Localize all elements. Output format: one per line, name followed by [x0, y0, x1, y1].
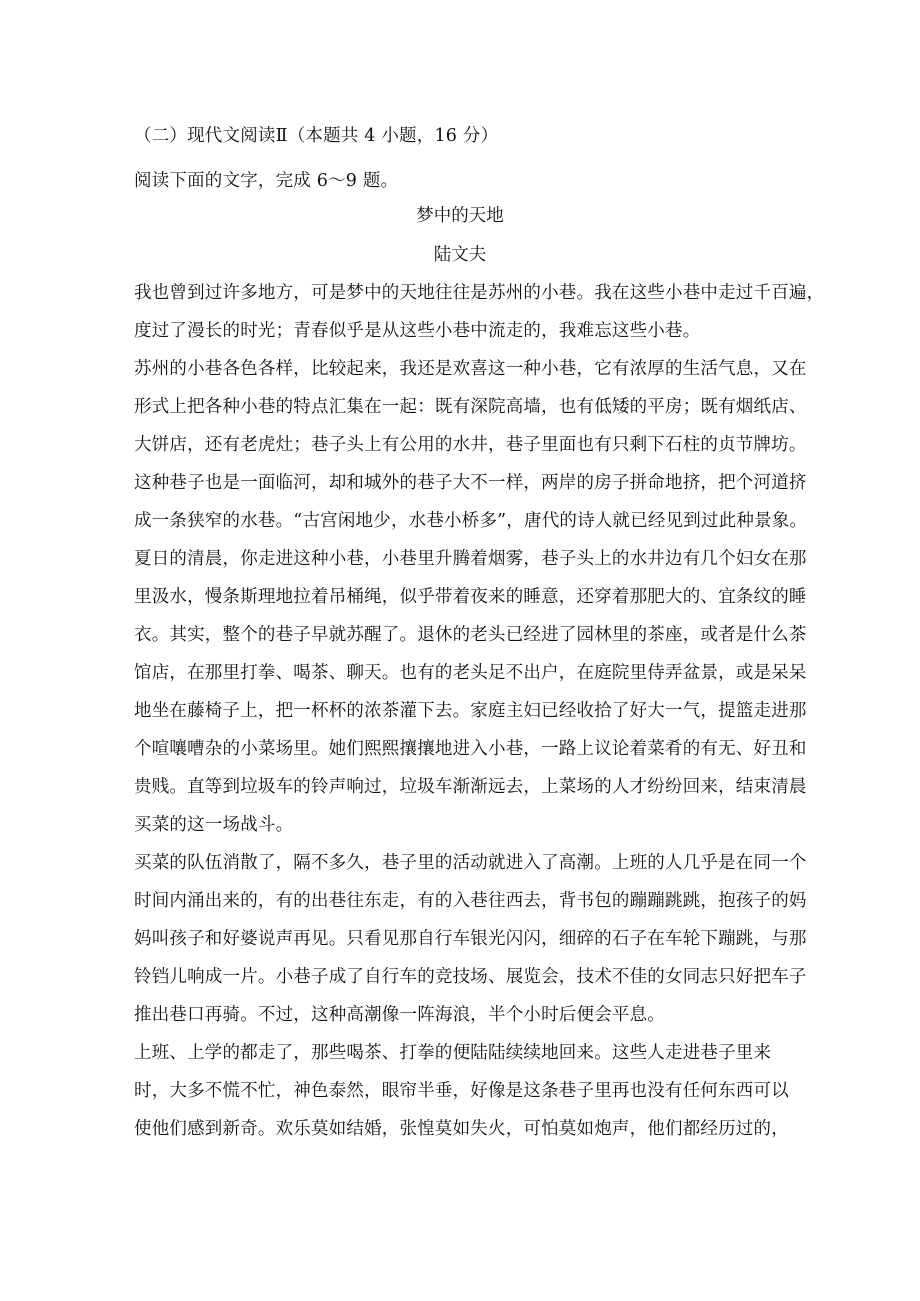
body-line: 推出巷口再骑。不过，这种高潮像一阵海浪，半个小时后便会平息。: [134, 1005, 665, 1025]
section-header: （二）现代文阅读Ⅱ（本题共 4 小题，16 分）: [134, 126, 499, 146]
body-line: 使他们感到新奇。欢乐莫如结婚，张惶莫如失火，可怕莫如炮声，他们都经历过的，: [134, 1119, 789, 1139]
body-line: 时间内涌出来的，有的出巷往东走，有的入巷往西去，背书包的蹦蹦跳跳，抱孩子的妈: [134, 891, 807, 911]
body-line: 妈叫孩子和好婆说声再见。只看见那自行车银光闪闪，细碎的石子在车轮下蹦跳，与那: [134, 929, 807, 949]
body-line: 形式上把各种小巷的特点汇集在一起：既有深院高墙，也有低矮的平房；既有烟纸店、: [134, 397, 807, 417]
body-line: 里汲水，慢条斯理地拉着吊桶绳，似乎带着夜来的睡意，还穿着那肥大的、宜条纹的睡: [134, 587, 807, 607]
body-line: 度过了漫长的时光；青春似乎是从这些小巷中流走的，我难忘这些小巷。: [134, 321, 701, 341]
body-line: 馆店，在那里打拳、喝茶、聊天。也有的老头足不出户，在庭院里侍弄盆景，或是呆呆: [134, 663, 807, 683]
body-line: 大饼店，还有老虎灶；巷子头上有公用的水井，巷子里面也有只剩下石柱的贞节牌坊。: [134, 435, 807, 455]
body-line: 铃铛儿响成一片。小巷子成了自行车的竞技场、展览会，技术不佳的女同志只好把车子: [134, 967, 807, 987]
body-line: 夏日的清晨，你走进这种小巷，小巷里升腾着烟雾，巷子头上的水井边有几个妇女在那: [134, 549, 807, 569]
body-line: 时，大多不慌不忙，神色泰然，眼帘半垂，好像是这条巷子里再也没有任何东西可以: [134, 1081, 789, 1101]
body-line: 地坐在藤椅子上，把一杯杯的浓茶灌下去。家庭主妇已经收拾了好大一气，提篮走进那: [134, 701, 807, 721]
body-line: 买菜的这一场战斗。: [134, 815, 294, 835]
article-title: 梦中的天地: [416, 206, 504, 226]
body-line: 成一条狭窄的水巷。“古宫闲地少，水巷小桥多”，唐代的诗人就已经见到过此种景象。: [134, 511, 808, 531]
body-line: 苏州的小巷各色各样，比较起来，我还是欢喜这一种小巷，它有浓厚的生活气息，又在: [134, 359, 807, 379]
body-line: 这种巷子也是一面临河，却和城外的巷子大不一样，两岸的房子拼命地挤，把个河道挤: [134, 473, 807, 493]
body-line: 买菜的队伍消散了，隔不多久，巷子里的活动就进入了高潮。上班的人几乎是在同一个: [134, 853, 807, 873]
body-line: 贵贱。直等到垃圾车的铃声响过，垃圾车渐渐远去，上菜场的人才纷纷回来，结束清晨: [134, 777, 807, 797]
instruction: 阅读下面的文字，完成 6～9 题。: [134, 171, 399, 191]
body-line: 个喧嚷嘈杂的小菜场里。她们熙熙攘攘地进入小巷，一路上议论着菜肴的有无、好丑和: [134, 739, 807, 759]
article-author: 陆文夫: [433, 245, 487, 265]
body-line: 我也曾到过许多地方，可是梦中的天地往往是苏州的小巷。我在这些小巷中走过千百遍，: [134, 283, 825, 303]
body-line: 上班、上学的都走了，那些喝茶、打拳的便陆陆续续地回来。这些人走进巷子里来: [134, 1043, 772, 1063]
body-line: 衣。其实，整个的巷子早就苏醒了。退休的老头已经进了园林里的茶座，或者是什么茶: [134, 625, 807, 645]
